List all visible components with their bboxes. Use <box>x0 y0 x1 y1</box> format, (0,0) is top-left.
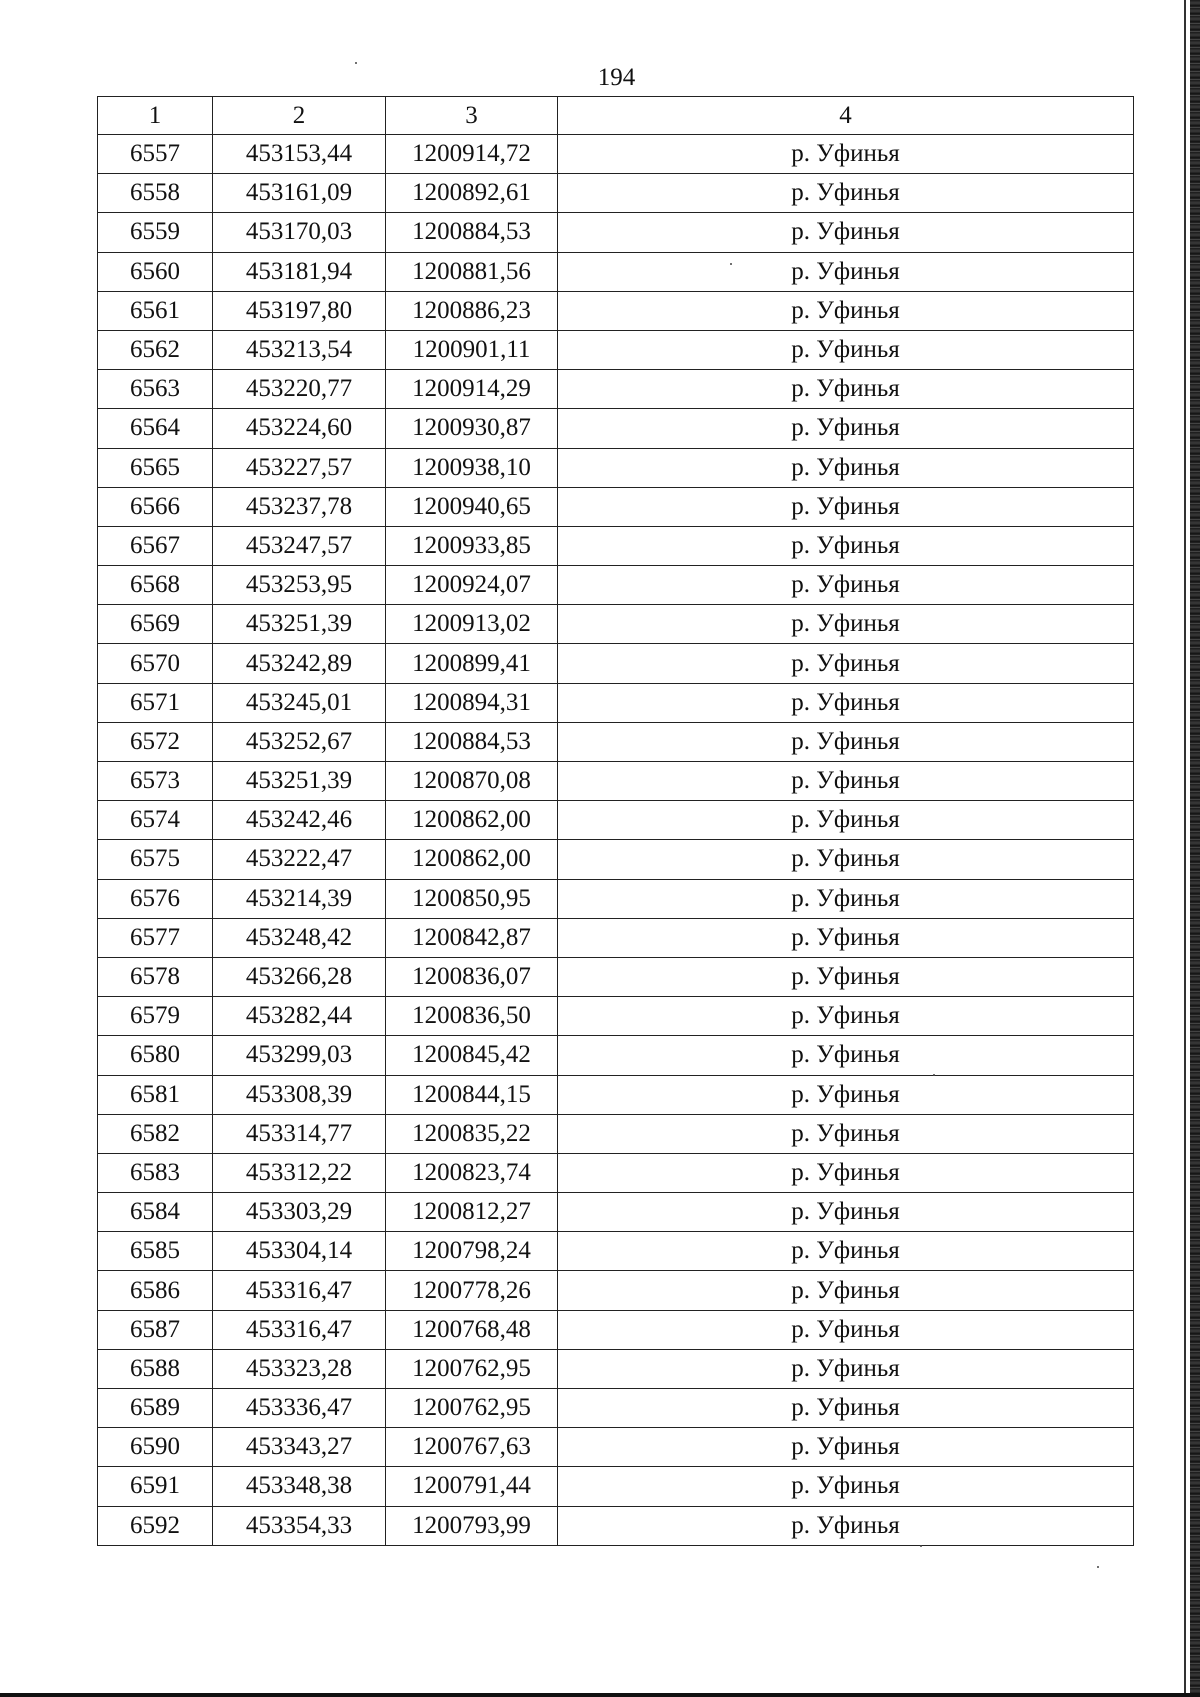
table-row <box>98 1153 1134 1192</box>
y-coordinate-cell: 1200914,29 <box>386 370 558 409</box>
y-coordinate-cell: 1200913,02 <box>386 605 558 644</box>
x-coordinate-cell: 453282,44 <box>213 997 386 1036</box>
description-cell: р. Уфинья <box>558 370 1134 409</box>
table-row <box>98 213 1134 252</box>
x-coordinate-cell: 453242,89 <box>213 644 386 683</box>
point-number-cell: 6562 <box>98 330 213 369</box>
point-number-cell: 6584 <box>98 1193 213 1232</box>
point-number-cell: 6560 <box>98 252 213 291</box>
description-cell: р. Уфинья <box>558 957 1134 996</box>
point-number-cell: 6585 <box>98 1232 213 1271</box>
y-coordinate-cell: 1200870,08 <box>386 762 558 801</box>
point-number-cell: 6569 <box>98 605 213 644</box>
scan-speck <box>730 263 732 265</box>
x-coordinate-cell: 453252,67 <box>213 722 386 761</box>
description-cell: р. Уфинья <box>558 135 1134 174</box>
description-cell: р. Уфинья <box>558 1349 1134 1388</box>
description-cell: р. Уфинья <box>558 213 1134 252</box>
description-cell: р. Уфинья <box>558 1428 1134 1467</box>
description-cell: р. Уфинья <box>558 487 1134 526</box>
description-cell: р. Уфинья <box>558 1506 1134 1545</box>
y-coordinate-cell: 1200768,48 <box>386 1310 558 1349</box>
y-coordinate-cell: 1200901,11 <box>386 330 558 369</box>
scan-speck <box>933 1074 935 1076</box>
description-cell: р. Уфинья <box>558 1153 1134 1192</box>
x-coordinate-cell: 453251,39 <box>213 605 386 644</box>
table-row <box>98 409 1134 448</box>
point-number-cell: 6590 <box>98 1428 213 1467</box>
description-cell: р. Уфинья <box>558 605 1134 644</box>
description-cell: р. Уфинья <box>558 722 1134 761</box>
table-row <box>98 526 1134 565</box>
table-row <box>98 1310 1134 1349</box>
point-number-cell: 6572 <box>98 722 213 761</box>
table-body <box>98 135 1134 1546</box>
x-coordinate-cell: 453227,57 <box>213 448 386 487</box>
table-row <box>98 918 1134 957</box>
y-coordinate-cell: 1200823,74 <box>386 1153 558 1192</box>
y-coordinate-cell: 1200778,26 <box>386 1271 558 1310</box>
scan-speck <box>355 62 357 64</box>
y-coordinate-cell: 1200798,24 <box>386 1232 558 1271</box>
description-cell: р. Уфинья <box>558 762 1134 801</box>
x-coordinate-cell: 453354,33 <box>213 1506 386 1545</box>
point-number-cell: 6561 <box>98 291 213 330</box>
description-cell: р. Уфинья <box>558 330 1134 369</box>
table-row <box>98 1428 1134 1467</box>
description-cell: р. Уфинья <box>558 566 1134 605</box>
column-header-3: 3 <box>386 97 558 135</box>
table-row <box>98 1467 1134 1506</box>
table-row <box>98 566 1134 605</box>
y-coordinate-cell: 1200884,53 <box>386 213 558 252</box>
description-cell: р. Уфинья <box>558 409 1134 448</box>
x-coordinate-cell: 453224,60 <box>213 409 386 448</box>
table-row <box>98 1114 1134 1153</box>
point-number-cell: 6557 <box>98 135 213 174</box>
x-coordinate-cell: 453316,47 <box>213 1310 386 1349</box>
description-cell: р. Уфинья <box>558 1114 1134 1153</box>
point-number-cell: 6570 <box>98 644 213 683</box>
x-coordinate-cell: 453197,80 <box>213 291 386 330</box>
y-coordinate-cell: 1200899,41 <box>386 644 558 683</box>
x-coordinate-cell: 453303,29 <box>213 1193 386 1232</box>
y-coordinate-cell: 1200844,15 <box>386 1075 558 1114</box>
description-cell: р. Уфинья <box>558 1075 1134 1114</box>
description-cell: р. Уфинья <box>558 1310 1134 1349</box>
x-coordinate-cell: 453314,77 <box>213 1114 386 1153</box>
page-number: 194 <box>597 64 636 91</box>
point-number-cell: 6579 <box>98 997 213 1036</box>
description-cell: р. Уфинья <box>558 840 1134 879</box>
description-cell: р. Уфинья <box>558 879 1134 918</box>
point-number-cell: 6592 <box>98 1506 213 1545</box>
table-row <box>98 1232 1134 1271</box>
table-row <box>98 135 1134 174</box>
y-coordinate-cell: 1200845,42 <box>386 1036 558 1075</box>
x-coordinate-cell: 453348,38 <box>213 1467 386 1506</box>
x-coordinate-cell: 453170,03 <box>213 213 386 252</box>
y-coordinate-cell: 1200892,61 <box>386 174 558 213</box>
y-coordinate-cell: 1200884,53 <box>386 722 558 761</box>
x-coordinate-cell: 453222,47 <box>213 840 386 879</box>
y-coordinate-cell: 1200767,63 <box>386 1428 558 1467</box>
x-coordinate-cell: 453304,14 <box>213 1232 386 1271</box>
x-coordinate-cell: 453343,27 <box>213 1428 386 1467</box>
x-coordinate-cell: 453161,09 <box>213 174 386 213</box>
description-cell: р. Уфинья <box>558 1232 1134 1271</box>
scan-edge-right <box>1190 0 1200 1697</box>
y-coordinate-cell: 1200894,31 <box>386 683 558 722</box>
y-coordinate-cell: 1200881,56 <box>386 252 558 291</box>
y-coordinate-cell: 1200886,23 <box>386 291 558 330</box>
table-row <box>98 1349 1134 1388</box>
x-coordinate-cell: 453153,44 <box>213 135 386 174</box>
table-row <box>98 291 1134 330</box>
x-coordinate-cell: 453213,54 <box>213 330 386 369</box>
description-cell: р. Уфинья <box>558 918 1134 957</box>
x-coordinate-cell: 453253,95 <box>213 566 386 605</box>
column-header-2: 2 <box>213 97 386 135</box>
table-row <box>98 252 1134 291</box>
table-row <box>98 801 1134 840</box>
table-header-row <box>98 97 1134 135</box>
y-coordinate-cell: 1200938,10 <box>386 448 558 487</box>
y-coordinate-cell: 1200940,65 <box>386 487 558 526</box>
table-row <box>98 879 1134 918</box>
table-row <box>98 722 1134 761</box>
table-row <box>98 370 1134 409</box>
point-number-cell: 6558 <box>98 174 213 213</box>
y-coordinate-cell: 1200862,00 <box>386 801 558 840</box>
x-coordinate-cell: 453312,22 <box>213 1153 386 1192</box>
x-coordinate-cell: 453316,47 <box>213 1271 386 1310</box>
y-coordinate-cell: 1200933,85 <box>386 526 558 565</box>
x-coordinate-cell: 453336,47 <box>213 1389 386 1428</box>
point-number-cell: 6583 <box>98 1153 213 1192</box>
y-coordinate-cell: 1200791,44 <box>386 1467 558 1506</box>
table-row <box>98 1389 1134 1428</box>
point-number-cell: 6567 <box>98 526 213 565</box>
table-row <box>98 605 1134 644</box>
x-coordinate-cell: 453323,28 <box>213 1349 386 1388</box>
x-coordinate-cell: 453245,01 <box>213 683 386 722</box>
description-cell: р. Уфинья <box>558 448 1134 487</box>
y-coordinate-cell: 1200836,07 <box>386 957 558 996</box>
x-coordinate-cell: 453237,78 <box>213 487 386 526</box>
y-coordinate-cell: 1200842,87 <box>386 918 558 957</box>
description-cell: р. Уфинья <box>558 526 1134 565</box>
point-number-cell: 6573 <box>98 762 213 801</box>
point-number-cell: 6559 <box>98 213 213 252</box>
table-row <box>98 448 1134 487</box>
table-row <box>98 1506 1134 1545</box>
table-row <box>98 1075 1134 1114</box>
description-cell: р. Уфинья <box>558 1389 1134 1428</box>
description-cell: р. Уфинья <box>558 291 1134 330</box>
point-number-cell: 6589 <box>98 1389 213 1428</box>
description-cell: р. Уфинья <box>558 1193 1134 1232</box>
x-coordinate-cell: 453248,42 <box>213 918 386 957</box>
description-cell: р. Уфинья <box>558 644 1134 683</box>
point-number-cell: 6563 <box>98 370 213 409</box>
point-number-cell: 6588 <box>98 1349 213 1388</box>
description-cell: р. Уфинья <box>558 1036 1134 1075</box>
point-number-cell: 6581 <box>98 1075 213 1114</box>
x-coordinate-cell: 453266,28 <box>213 957 386 996</box>
point-number-cell: 6580 <box>98 1036 213 1075</box>
description-cell: р. Уфинья <box>558 997 1134 1036</box>
y-coordinate-cell: 1200850,95 <box>386 879 558 918</box>
point-number-cell: 6574 <box>98 801 213 840</box>
x-coordinate-cell: 453308,39 <box>213 1075 386 1114</box>
point-number-cell: 6577 <box>98 918 213 957</box>
description-cell: р. Уфинья <box>558 801 1134 840</box>
x-coordinate-cell: 453247,57 <box>213 526 386 565</box>
y-coordinate-cell: 1200862,00 <box>386 840 558 879</box>
table-row <box>98 683 1134 722</box>
x-coordinate-cell: 453242,46 <box>213 801 386 840</box>
point-number-cell: 6565 <box>98 448 213 487</box>
scan-edge-bottom <box>0 1693 1200 1697</box>
y-coordinate-cell: 1200835,22 <box>386 1114 558 1153</box>
x-coordinate-cell: 453214,39 <box>213 879 386 918</box>
y-coordinate-cell: 1200793,99 <box>386 1506 558 1545</box>
description-cell: р. Уфинья <box>558 683 1134 722</box>
column-header-4: 4 <box>558 97 1134 135</box>
point-number-cell: 6576 <box>98 879 213 918</box>
scan-speck <box>920 1545 922 1547</box>
table-row <box>98 840 1134 879</box>
y-coordinate-cell: 1200762,95 <box>386 1389 558 1428</box>
y-coordinate-cell: 1200836,50 <box>386 997 558 1036</box>
point-number-cell: 6566 <box>98 487 213 526</box>
y-coordinate-cell: 1200914,72 <box>386 135 558 174</box>
table-row <box>98 174 1134 213</box>
x-coordinate-cell: 453251,39 <box>213 762 386 801</box>
table-row <box>98 330 1134 369</box>
point-number-cell: 6578 <box>98 957 213 996</box>
y-coordinate-cell: 1200812,27 <box>386 1193 558 1232</box>
table-row <box>98 997 1134 1036</box>
point-number-cell: 6568 <box>98 566 213 605</box>
point-number-cell: 6582 <box>98 1114 213 1153</box>
table-row <box>98 762 1134 801</box>
x-coordinate-cell: 453220,77 <box>213 370 386 409</box>
point-number-cell: 6571 <box>98 683 213 722</box>
table-row <box>98 1036 1134 1075</box>
table-row <box>98 1193 1134 1232</box>
x-coordinate-cell: 453299,03 <box>213 1036 386 1075</box>
table-row <box>98 1271 1134 1310</box>
point-number-cell: 6564 <box>98 409 213 448</box>
description-cell: р. Уфинья <box>558 1271 1134 1310</box>
y-coordinate-cell: 1200930,87 <box>386 409 558 448</box>
point-number-cell: 6587 <box>98 1310 213 1349</box>
description-cell: р. Уфинья <box>558 1467 1134 1506</box>
point-number-cell: 6586 <box>98 1271 213 1310</box>
point-number-cell: 6591 <box>98 1467 213 1506</box>
x-coordinate-cell: 453181,94 <box>213 252 386 291</box>
table-row <box>98 644 1134 683</box>
coordinates-table <box>97 96 1134 1546</box>
y-coordinate-cell: 1200762,95 <box>386 1349 558 1388</box>
point-number-cell: 6575 <box>98 840 213 879</box>
column-header-1: 1 <box>98 97 213 135</box>
table-row <box>98 957 1134 996</box>
description-cell: р. Уфинья <box>558 174 1134 213</box>
table-row <box>98 487 1134 526</box>
y-coordinate-cell: 1200924,07 <box>386 566 558 605</box>
description-cell: р. Уфинья <box>558 252 1134 291</box>
scan-edge-line <box>1184 0 1186 1697</box>
scan-speck <box>1097 1566 1099 1568</box>
